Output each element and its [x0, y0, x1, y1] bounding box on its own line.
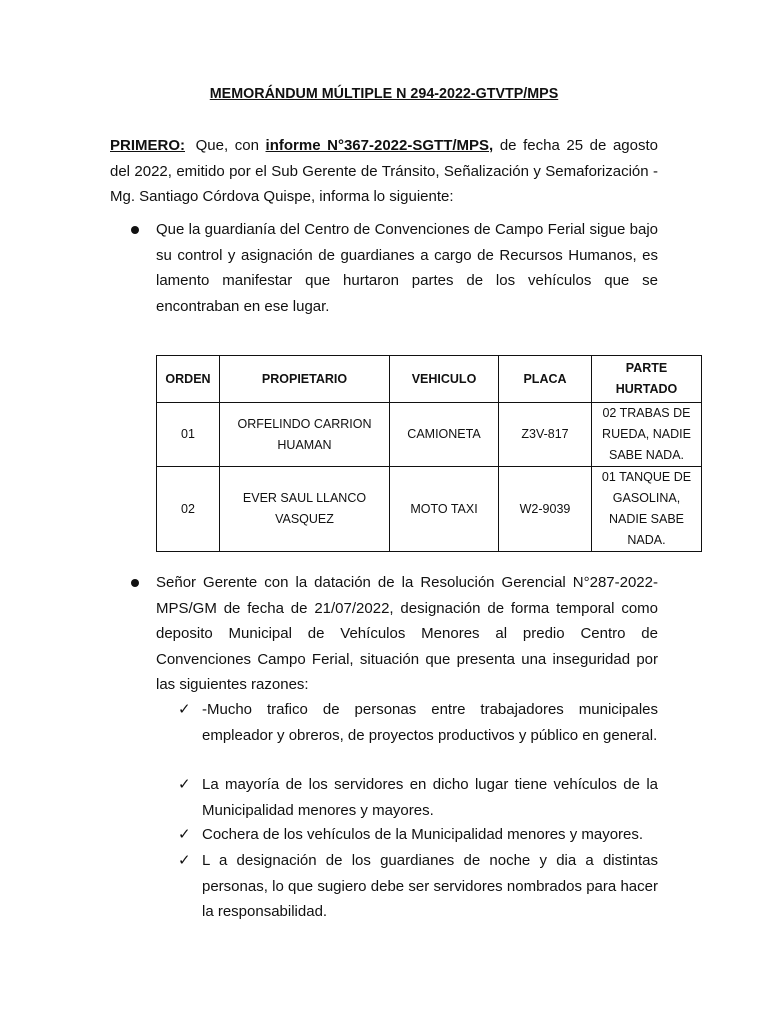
cell-orden: 01: [157, 403, 220, 467]
header-propietario: PROPIETARIO: [220, 356, 390, 403]
cell-parte-hurtado: 02 TRABAS DE RUEDA, NADIE SABE NADA.: [592, 403, 702, 467]
bullet-dot-icon: [131, 579, 139, 587]
header-placa: PLACA: [499, 356, 592, 403]
check-item-1: -Mucho trafico de personas entre trabajadores municipales empleador y obreros, de proyectos productivos y público en general.: [202, 701, 658, 744]
cell-parte-hurtado: 01 TANQUE DE GASOLINA, NADIE SABE NADA.: [592, 467, 702, 552]
header-parte-hurtado: PARTE HURTADO: [592, 356, 702, 403]
check-item-2: La mayoría de los servidores en dicho lugar tiene vehículos de la Municipalidad menores y mayores.: [202, 776, 658, 819]
primero-text-b: de fecha 25 de agosto del 2022, emitido por el Sub Gerente de Tránsito, Señalización y Semaforización -Mg. Santiago Córdova Quispe, informa lo siguiente:: [110, 137, 659, 205]
cell-propietario: ORFELINDO CARRION HUAMAN: [220, 403, 390, 467]
check-item-4: L a designación de los guardianes de noche y dia a distintas personas, lo que sugiero debe ser servidores nombrados para hacer la responsabilidad.: [202, 852, 658, 920]
stolen-parts-table: [156, 355, 702, 552]
primero-paragraph: [110, 133, 658, 210]
cell-vehiculo: CAMIONETA: [390, 403, 499, 467]
bullet-paragraph-1: Que la guardianía del Centro de Convenciones de Campo Ferial sigue bajo su control y asignación de guardianes a cargo de Recursos Humanos, es lamento manifestar que hurtaron partes de los vehículos que se encontraban en ese lugar.: [156, 221, 658, 315]
check-icon: ✓: [178, 826, 191, 843]
bullet-paragraph-2: Señor Gerente con la datación de la Resolución Gerencial N°287-2022-MPS/GM de fecha de 21/07/2022, designación de forma temporal como deposito Municipal de Vehículos Menores al predio Centro de Convenciones Campo Ferial, situación que presenta una inseguridad por las siguientes razones:: [156, 574, 658, 693]
cell-orden: 02: [157, 467, 220, 552]
table-row: [157, 467, 702, 552]
header-orden: ORDEN: [157, 356, 220, 403]
header-vehiculo: VEHICULO: [390, 356, 499, 403]
primero-text-a: Que, con: [195, 137, 259, 154]
cell-propietario: EVER SAUL LLANCO VASQUEZ: [220, 467, 390, 552]
check-icon: ✓: [178, 852, 191, 869]
bullet-dot-icon: [131, 226, 139, 234]
check-icon: ✓: [178, 776, 191, 793]
table-row: [157, 403, 702, 467]
check-icon: ✓: [178, 701, 191, 718]
cell-placa: W2-9039: [499, 467, 592, 552]
informe-reference: informe N°367-2022-SGTT/MPS,: [265, 137, 494, 154]
cell-placa: Z3V-817: [499, 403, 592, 467]
cell-vehiculo: MOTO TAXI: [390, 467, 499, 552]
primero-label: PRIMERO:: [110, 137, 185, 154]
table-header-row: [157, 356, 702, 403]
check-item-3: Cochera de los vehículos de la Municipalidad menores y mayores.: [202, 826, 644, 843]
page-title: MEMORÁNDUM MÚLTIPLE N 294-2022-GTVTP/MPS: [209, 86, 559, 102]
